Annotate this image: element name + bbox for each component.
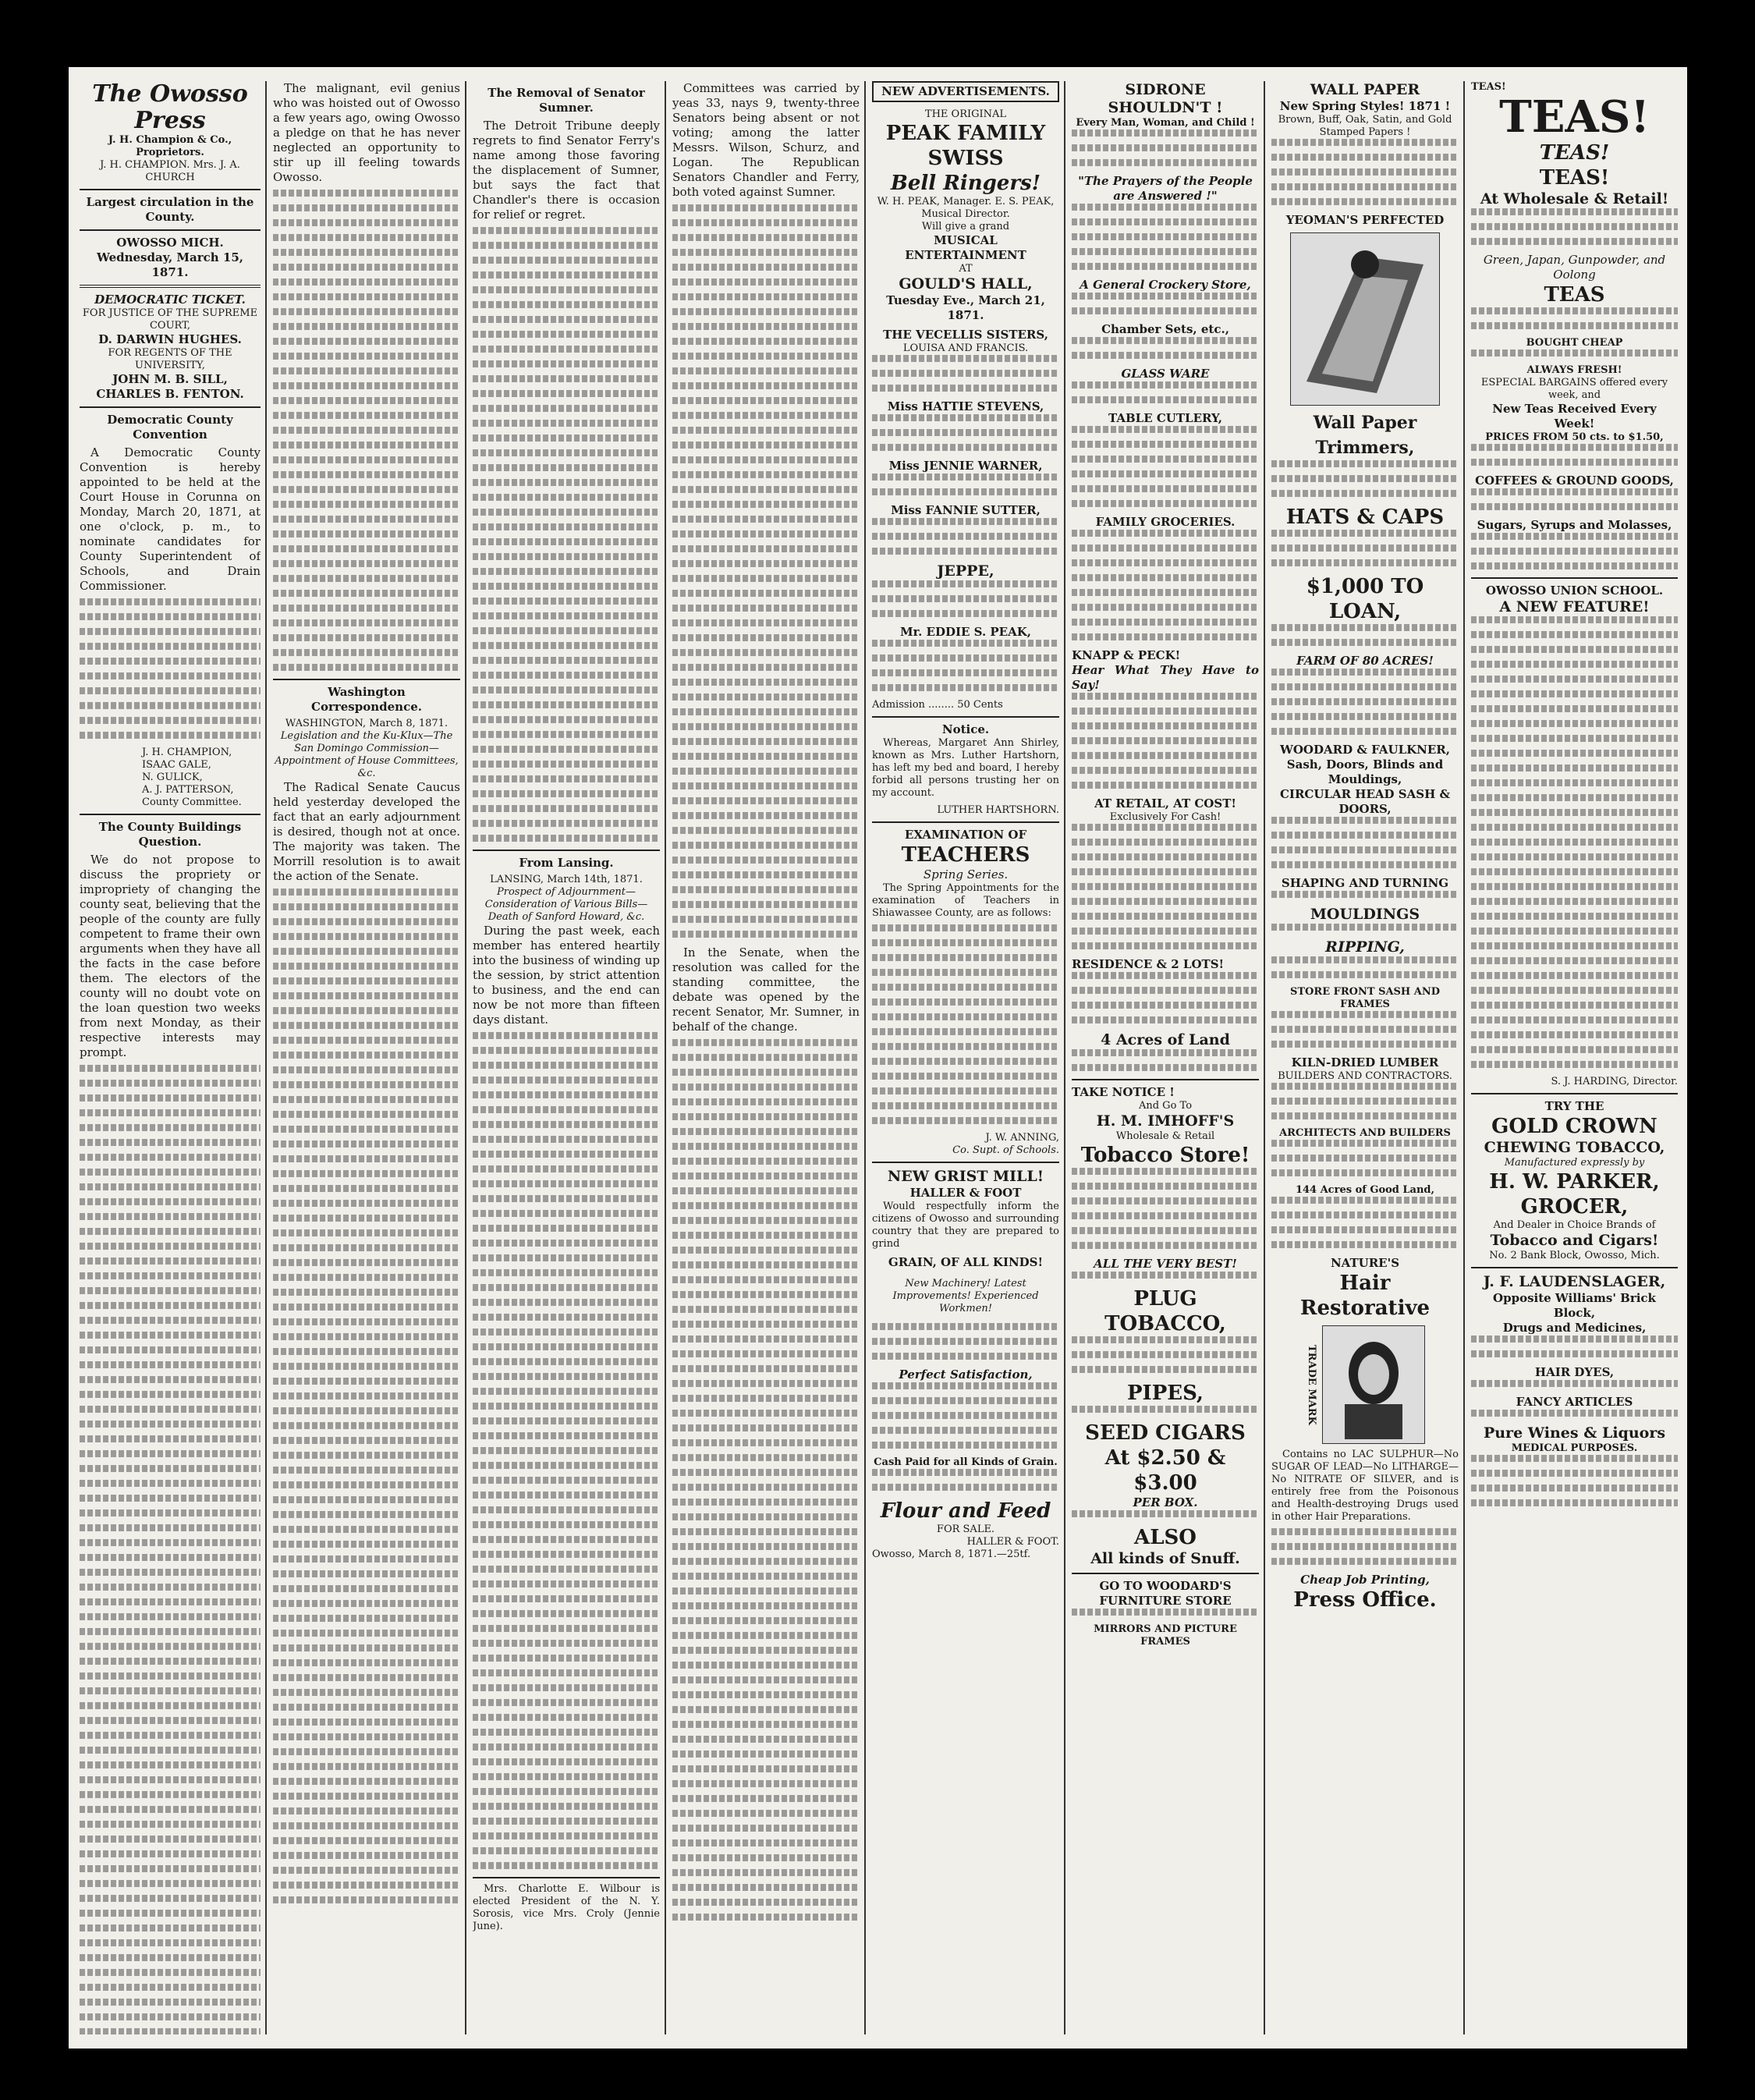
try-the: TRY THE [1544,1099,1604,1113]
convention-heading: Democratic County Convention [107,413,233,442]
fancy-articles: FANCY ARTICLES [1516,1395,1633,1409]
ticket-line: CHARLES B. FENTON. [96,387,244,401]
peak-entertainment: MUSICAL ENTERTAINMENT [905,233,1026,262]
masthead-editors: J. H. CHAMPION. Mrs. J. A. CHURCH [100,159,240,183]
washington-heading: Washington Correspondence. [311,685,422,714]
column-5 [872,81,1059,2034]
admission: Admission ........ 50 Cents [872,699,1003,711]
also: ALSO [1134,1526,1197,1549]
washington-text: The Radical Senate Caucus held yesterday developed the fact that an early adjournment is desired, though not at once. The majority was taken. The Morrill resolution is to await the action of the Senate. [273,780,460,883]
column-8 [1471,81,1678,2034]
grocer: GROCER, [1520,1195,1629,1218]
mouldings-heading: MOULDINGS [1310,906,1420,923]
chamber-heading: Chamber Sets, etc., [1101,322,1229,336]
peak-bell-ringers: Bell Ringers! [890,172,1041,195]
mirrors: MIRRORS AND PICTURE FRAMES [1094,1623,1237,1648]
peak-jeppe: JEPPE, [937,562,994,580]
plug-tobacco: PLUG TOBACCO, [1104,1287,1226,1336]
laudenslager: J. F. LAUDENSLAGER, [1483,1273,1666,1290]
mill-heading: NEW GRIST MILL! [887,1168,1044,1185]
peak-line: THE ORIGINAL [924,108,1007,120]
exclusive-line: Exclusively For Cash! [1109,811,1221,823]
retail-heading: AT RETAIL, AT COST! [1094,796,1236,811]
signer: County Committee. [142,796,242,808]
kiln-heading: KILN-DRIED LUMBER [1291,1055,1439,1070]
woodard-goto: GO TO WOODARD'S [1099,1579,1232,1593]
washington-subhead: Legislation and the Ku-Klux—The San Domingo Commission—Appointment of House Committees, &c. [275,730,459,779]
natures-heading: NATURE'S [1330,1256,1400,1270]
masthead-place: OWOSSO MICH. [116,236,224,250]
ticket-line: D. DARWIN HUGHES. [98,332,242,346]
exam-teachers: TEACHERS [901,843,1030,867]
trimmer-illustration [1290,232,1440,406]
imhoff-wholesale: Wholesale & Retail [1115,1130,1215,1142]
storefront-heading: STORE FRONT SASH AND FRAMES [1290,986,1440,1010]
column-6 [1072,81,1259,2034]
teas-3: TEAS! [1539,166,1610,190]
exam-text: The Spring Appointments for the examination of Teachers in Shiawassee County, are as follows: [872,882,1059,919]
prayers-heading: "The Prayers of the People are Answered !" [1078,174,1253,203]
sumner-heading: The Removal of Senator Sumner. [488,86,645,115]
woman-portrait-icon [1323,1326,1424,1443]
masthead-circulation: Largest circulation in the County. [86,195,254,224]
mill-names: HALLER & FOOT [909,1186,1022,1200]
imhoff-heading: H. M. IMHOFF'S [1096,1112,1235,1130]
trimmer-engraving-icon [1291,233,1439,405]
wallpaper-colors: Brown, Buff, Oak, Satin, and Gold Stamped Papers ! [1278,114,1452,138]
buildings-heading: The County Buildings Question. [98,820,242,849]
drugs: Drugs and Medicines, [1502,1321,1647,1335]
woodard-faulkner: WOODARD & FAULKNER, [1280,743,1450,757]
signer: N. GULICK, [142,772,203,783]
notice-text: Whereas, Margaret Ann Shirley, known as Mrs. Luther Hartshorn, has left my bed and board, I hereby forbid all persons trusting her on my account. [872,737,1059,799]
masthead-date: Wednesday, March 15, 1871. [96,250,244,279]
trade-mark: TRADE MARK [1306,1344,1317,1425]
sidrone-heading: SIDRONE SHOULDN'T ! [1108,81,1223,116]
furniture-store: FURNITURE STORE [1099,1594,1232,1608]
residence-heading: RESIDENCE & 2 LOTS! [1072,957,1225,971]
seed-cigars: SEED CIGARS [1085,1421,1246,1445]
peak-eddie: Mr. EDDIE S. PEAK, [899,625,1032,639]
hair-restorative: Hair Restorative [1299,1272,1431,1320]
ticket-heading: DEMOCRATIC TICKET. [94,293,246,307]
circular-heading: CIRCULAR HEAD SASH & DOORS, [1279,787,1451,816]
peak-hall: GOULD'S HALL, [899,275,1033,293]
mill-signature: HALLER & FOOT. [966,1536,1059,1548]
lansing-dateline: LANSING, March 14th, 1871. [490,874,643,885]
new-teas: New Teas Received Every Week! [1492,402,1657,431]
mill-grain: GRAIN, OF ALL KINDS! [888,1255,1044,1269]
convention-text: A Democratic County Convention is hereby appointed to be held at the Court House in Corunna on Monday, March 20, 1871, at one o'clock, p. m., to nominate candidates for County Superintendent of Schools, and Drain Commissioner. [80,445,261,593]
notice-heading: Notice. [941,722,990,736]
school-heading: OWOSSO UNION SCHOOL. [1485,584,1664,598]
shaping-heading: SHAPING AND TURNING [1281,876,1449,890]
hair-text: Contains no LAC SULPHUR—No SUGAR OF LEAD—No LITHARGE—No NITRATE OF SILVER, and is entirely free from the Poisonous and Health-destroying Drugs used in other Hair Preparations. [1271,1449,1459,1523]
lansing-subhead: Prospect of Adjournment—Consideration of Various Bills—Death of Sanford Howard, &c. [484,886,648,923]
sorosis-note: Mrs. Charlotte E. Wilbour is elected President of the N. Y. Sorosis, vice Mrs. Croly (Jennie June). [473,1883,660,1932]
peak-stevens: Miss HATTIE STEVENS, [887,399,1044,413]
new-feature: A NEW FEATURE! [1499,598,1650,615]
acres-144: 144 Acres of Good Land, [1295,1184,1435,1196]
column-7 [1271,81,1459,2034]
col4-text: In the Senate, when the resolution was called for the standing committee, the debate was opened by the recent Senator, Mr. Sumner, in behalf of the change. [672,945,860,1034]
washington-dateline: WASHINGTON, March 8, 1871. [285,718,448,729]
knapp-heading: KNAPP & PECK! [1072,648,1181,662]
tea-prices: PRICES FROM 50 cts. to $1.50, [1485,431,1664,443]
builders-line: BUILDERS AND CONTRACTORS. [1278,1070,1452,1082]
teas-wholesale: At Wholesale & Retail! [1480,190,1669,208]
peak-warner: Miss JENNIE WARNER, [888,459,1043,473]
very-best: ALL THE VERY BEST! [1094,1257,1237,1271]
column-1 [80,81,261,2034]
lansing-heading: From Lansing. [519,856,614,870]
glass-heading: GLASS WARE [1121,367,1210,381]
medical: MEDICAL PURPOSES. [1511,1442,1638,1454]
school-signature: S. J. HARDING, Director. [1551,1076,1678,1087]
column-2 [273,81,460,2034]
wallpaper-styles: New Spring Styles! 1871 ! [1279,99,1451,113]
exam-signature: J. W. ANNING, [985,1132,1059,1144]
bargains: ESPECIAL BARGAINS offered every week, and [1480,377,1668,401]
press-office: Press Office. [1293,1588,1437,1612]
peak-louisa: LOUISA AND FRANCIS. [902,342,1029,354]
mill-text: Would respectfully inform the citizens of Owosso and surrounding country that they are prepared to grind [872,1201,1059,1250]
manufactured-by: Manufactured expressly by [1504,1157,1645,1169]
farm-heading: FARM OF 80 ACRES! [1296,654,1434,668]
sumner-text: The Detroit Tribune deeply regrets to find Senator Ferry's name among those favoring the displacement of Sumner, but says the fact that Chandler's there is occasion for relief or regret. [473,119,660,222]
tobacco-store: Tobacco Store! [1080,1144,1250,1167]
parker: H. W. PARKER, [1489,1170,1660,1194]
masthead-title: The Owosso Press [92,81,248,134]
trimmers-heading: Wall Paper Trimmers, [1313,413,1417,458]
peak-date: Tuesday Eve., March 21, 1871. [886,293,1045,322]
peak-sutter: Miss FANNIE SUTTER, [891,503,1041,517]
snuff: All kinds of Snuff. [1090,1550,1240,1567]
cheap-printing: Cheap Job Printing, [1300,1573,1430,1587]
newspaper-page [69,67,1687,2049]
goto-line: And Go To [1138,1100,1193,1112]
flour-sale: FOR SALE. [936,1524,995,1535]
chewing-tobacco: CHEWING TOBACCO, [1484,1139,1665,1156]
tobacco-cigars: Tobacco and Cigars! [1490,1232,1659,1249]
gold-crown: GOLD CROWN [1491,1115,1658,1138]
lansing-text: During the past week, each member has entered heartily into the business of winding up the session, by strict attention to business, and the end can now be not more than fifteen days distant. [473,924,660,1027]
exam-signature-title: Co. Supt. of Schools. [952,1144,1059,1156]
crockery-heading: A General Crockery Store, [1080,278,1251,292]
hair-dyes: HAIR DYES, [1534,1365,1615,1379]
bought-cheap: BOUGHT CHEAP [1526,337,1623,349]
portrait-illustration [1322,1325,1425,1444]
col4-lead: Committees was carried by yeas 33, nays 9, twenty-three Senators being absent or not voting; among the latter Messrs. Wilson, Schurz, and Logan. The Republican Senators Chandler and Ferry, both voted against Sumner. [672,81,860,199]
teas-big: TEAS! [1499,91,1650,143]
pipes: PIPES, [1127,1382,1204,1405]
sash-heading: Sash, Doors, Blinds and Mouldings, [1286,757,1444,786]
new-ads-banner: NEW ADVERTISEMENTS. [872,81,1059,102]
always-fresh: ALWAYS FRESH! [1526,364,1622,376]
mill-cash: Cash Paid for all Kinds of Grain. [874,1456,1058,1468]
teas-4: TEAS [1544,283,1605,307]
signer: ISAAC GALE, [142,759,211,771]
tea-kinds: Green, Japan, Gunpowder, and Oolong [1483,253,1666,282]
mill-satisfaction: Perfect Satisfaction, [899,1367,1033,1382]
peak-title: PEAK FAMILY [885,122,1046,145]
take-notice: TAKE NOTICE ! [1072,1085,1175,1099]
dealer: And Dealer in Choice Brands of [1493,1219,1656,1231]
hear-heading: Hear What They Have to Say! [1072,663,1259,692]
architects-line: ARCHITECTS AND BUILDERS [1279,1127,1451,1139]
column-3 [473,81,660,2034]
peak-managers: W. H. PEAK, Manager. E. S. PEAK, Musical Director. [877,196,1055,220]
loan-heading: $1,000 TO LOAN, [1306,575,1424,623]
wallpaper-heading: WALL PAPER [1310,81,1420,98]
sugars: Sugars, Syrups and Molasses, [1477,518,1672,532]
peak-will: Will give a grand [921,221,1010,232]
cutlery-heading: TABLE CUTLERY, [1108,411,1223,425]
sidrone-sub: Every Man, Woman, and Child ! [1076,117,1255,129]
ticket-line: JOHN M. B. SILL, [112,372,228,386]
hats-heading: HATS & CAPS [1285,505,1445,529]
acres-heading: 4 Acres of Land [1101,1031,1230,1048]
bank-block: No. 2 Bank Block, Owosso, Mich. [1489,1250,1660,1261]
column-4 [672,81,860,2034]
peak-sisters: THE VECELLIS SISTERS, [883,328,1048,342]
buildings-text: We do not propose to discuss the propriety or impropriety of changing the county seat, believing that the people of the county are fully competent to frame their own arguments when they have all the facts in the case before them. The electors of the county will no doubt vote on the loan question two weeks from next Monday, as their respective interests may prompt. [80,853,261,1059]
ticket-line: FOR JUSTICE OF THE SUPREME COURT, [82,307,258,332]
signer: J. H. CHAMPION, [142,747,232,758]
teas-2: TEAS! [1539,141,1610,165]
cigar-price: At $2.50 & $3.00 [1104,1446,1226,1495]
ticket-line: FOR REGENTS OF THE UNIVERSITY, [108,347,232,371]
exam-line: EXAMINATION OF [904,828,1027,842]
teas-small: TEAS! [1471,81,1506,93]
peak-swiss: SWISS [927,147,1004,170]
peak-at: AT [959,263,973,275]
col2-lead: The malignant, evil genius who was hoisted out of Owosso a few years ago, owing Owosso a pledge on that he has never neglected an opportunity to stir up ill feeling towards Owosso. [273,81,460,184]
per-box: PER BOX. [1133,1495,1198,1509]
exam-series: Spring Series. [923,867,1009,882]
mill-new: New Machinery! Latest Improvements! Experienced Workmen! [892,1278,1039,1314]
flour-heading: Flour and Feed [880,1499,1051,1523]
wines: Pure Wines & Liquors [1483,1424,1666,1442]
notice-signature: LUTHER HARTSHORN. [937,804,1059,816]
coffees: COFFEES & GROUND GOODS, [1475,474,1674,488]
signer: A. J. PATTERSON, [142,784,234,796]
mill-date: Owosso, March 8, 1871.—25tf. [872,1548,1031,1560]
family-heading: FAMILY GROCERIES. [1095,515,1236,529]
ripping-heading: RIPPING, [1325,938,1405,956]
yeoman-heading: YEOMAN'S PERFECTED [1285,213,1445,227]
opposite-williams: Opposite Williams' Brick Block, [1493,1291,1656,1320]
masthead-proprietors: J. H. Champion & Co., Proprietors. [108,134,232,158]
